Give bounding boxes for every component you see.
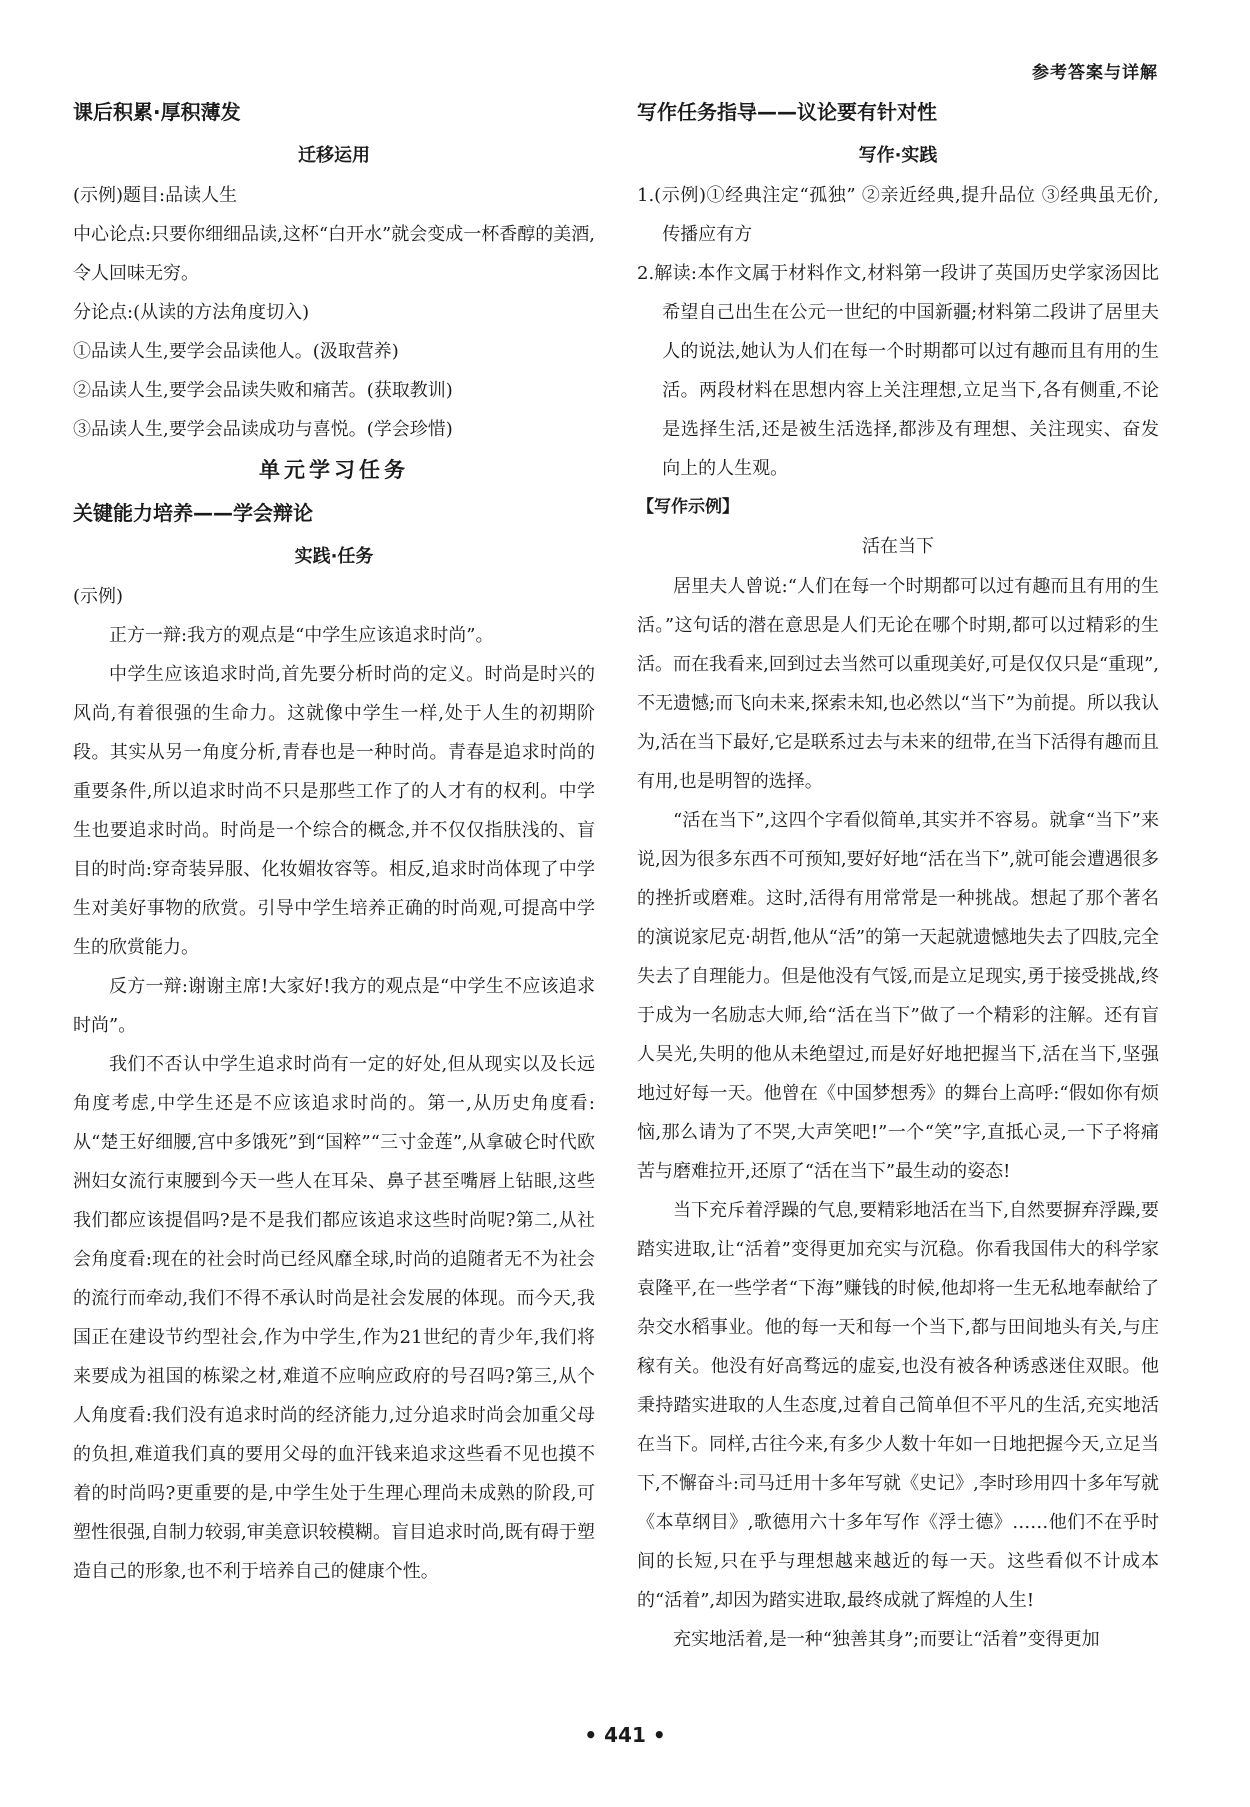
paragraph: 当下充斥着浮躁的气息,要精彩地活在当下,自然要摒弃浮躁,要踏实进取,让“活着”变得更加充实与沉稳。你看我国伟大的科学家袁隆平,在一些学者“下海”赚钱的时候,他却将一生无私地奉献给了杂交水稻事业。他的每一天和每一个当下,都与田间地头有关,与庄稼有关。他没有好高骛远的虚妄,也没有被各种诱惑迷住双眼。他秉持踏实进取的人生态度,过着自己简单但不平凡的生活,充实地活在当下。同样,古往今来,有多少人数十年如一日地把握今天,立足当下,不懈奋斗:司马迁用十多年写就《史记》,李时珍用四十多年写就《本草纲目》,歌德用六十多年写作《浮士德》……他们不在乎时间的长短,只在乎与理想越来越近的每一天。这些看似不计成本的“活着”,却因为踏实进取,最终成就了辉煌的人生!: [637, 1200, 1159, 1611]
answer-item: 2.解读:本作文属于材料作文,材料第一段讲了英国历史学家汤因比希望自己出生在公元一世纪的中国新疆;材料第二段讲了居里夫人的说法,她认为人们在每一个时期都可以过有趣而且有用的生活。两段材料在思想内容上关注理想,立足当下,各有侧重,不论是选择生活,还是被生活选择,都涉及有理想、关注现实、奋发向上的人生观。: [637, 263, 1159, 479]
paragraph: 中学生应该追求时尚,首先要分析时尚的定义。时尚是时兴的风尚,有着很强的生命力。这就像中学生一样,处于人生的初期阶段。其实从另一角度分析,青春也是一种时尚。青春是追求时尚的重要条件,所以追求时尚不只是那些工作了的人才有的权利。中学生也要追求时尚。时尚是一个综合的概念,并不仅仅指肤浅的、盲目的时尚:穿奇装异服、化妆媚妆容等。相反,追求时尚体现了中学生对美好事物的欣赏。引导中学生培养正确的时尚观,可提高中学生的欣赏能力。: [73, 664, 595, 958]
paragraph: 充实地活着,是一种“独善其身”;而要让“活着”变得更加: [673, 1629, 1100, 1650]
header-label: 参考答案与详解: [1032, 63, 1158, 83]
section-title: 课后积累·厚积薄发: [73, 100, 241, 124]
point-item: ②品读人生,要学会品读失败和痛苦。(获取教训): [73, 380, 453, 401]
subsection-title: 实践·任务: [294, 546, 374, 567]
subsection-title: 迁移运用: [298, 145, 370, 166]
essay-title: 活在当下: [862, 536, 934, 557]
section-title: 写作任务指导——议论要有针对性: [637, 100, 937, 124]
paragraph: 我们不否认中学生追求时尚有一定的好处,但从现实以及长远角度考虑,中学生还是不应该追求时尚的。第一,从历史角度看:从“楚王好细腰,宫中多饿死”到“国粹”“三寸金莲”,从拿破仑时代欧洲妇女流行束腰到今天一些人在耳朵、鼻子甚至嘴唇上钻眼,这些我们都应该提倡吗?是不是我们都应该追求这些时尚呢?第二,从社会角度看:现在的社会时尚已经风靡全球,时尚的追随者无不为社会的流行而牵动,我们不得不承认时尚是社会发展的体现。而今天,我国正在建设节约型社会,作为中学生,作为21世纪的青少年,我们将来要成为祖国的栋梁之材,难道不应响应政府的号召吗?第三,从个人角度看:我们没有追求时尚的经济能力,过分追求时尚会加重父母的负担,难道我们真的要用父母的血汗钱来追求这些看不见也摸不着的时尚吗?更重要的是,中学生处于生理心理尚未成熟的阶段,可塑性很强,自制力较弱,审美意识较模糊。盲目追求时尚,既有碍于塑造自己的形象,也不利于培养自己的健康个性。: [73, 1054, 595, 1582]
subsection-title: 写作·实践: [858, 145, 938, 166]
section-title: 关键能力培养——学会辩论: [73, 501, 313, 525]
point-item: ③品读人生,要学会品读成功与喜悦。(学会珍惜): [73, 419, 453, 440]
left-column: [73, 90, 595, 1591]
paragraph: 正方一辩:我方的观点是“中学生应该追求时尚”。: [109, 625, 494, 646]
right-column: [637, 90, 1159, 1659]
thesis: 中心论点:只要你细细品读,这杯“白开水”就会变成一杯香醇的美酒,令人回味无穷。: [73, 224, 595, 284]
paragraph: 居里夫人曾说:“人们在每一个时期都可以过有趣而且有用的生活。”这句话的潜在意思是人们无论在哪个时期,都可以过精彩的生活。而在我看来,回到过去当然可以重现美好,可是仅仅只是“重现”,不无遗憾;而飞向未来,探索未知,也必然以“当下”为前提。所以我认为,活在当下最好,它是联系过去与未来的纽带,在当下活得有趣而且有用,也是明智的选择。: [637, 576, 1159, 792]
example-tag: 【写作示例】: [637, 497, 739, 517]
page-number: • 441 •: [584, 1723, 666, 1747]
paragraph: 反方一辩:谢谢主席!大家好!我方的观点是“中学生不应该追求时尚”。: [73, 976, 595, 1036]
unit-title: 单元学习任务: [259, 457, 409, 482]
example-topic: (示例)题目:品读人生: [73, 185, 238, 206]
point-item: ①品读人生,要学会品读他人。(汲取营养): [73, 341, 399, 362]
paragraph: “活在当下”,这四个字看似简单,其实并不容易。就拿“当下”来说,因为很多东西不可预知,要好好地“活在当下”,就可能会遭遇很多的挫折或磨难。这时,活得有用常常是一种挑战。想起了那个著名的演说家尼克·胡哲,他从“活”的第一天起就遗憾地失去了四肢,完全失去了自理能力。但是他没有气馁,而是立足现实,勇于接受挑战,终于成为一名励志大师,给“活在当下”做了一个精彩的注解。还有盲人吴光,失明的他从未绝望过,而是好好地把握当下,活在当下,坚强地过好每一天。他曾在《中国梦想秀》的舞台上高呼:“假如你有烦恼,那么请为了不哭,大声笑吧!”一个“笑”字,直抵心灵,一下子将痛苦与磨难拉开,还原了“活在当下”最生动的姿态!: [637, 810, 1159, 1182]
sub-points-title: 分论点:(从读的方法角度切入): [73, 302, 310, 323]
answer-item: 1.(示例)①经典注定“孤独” ②亲近经典,提升品位 ③经典虽无价,传播应有方: [637, 185, 1159, 245]
example-label: (示例): [73, 586, 124, 607]
